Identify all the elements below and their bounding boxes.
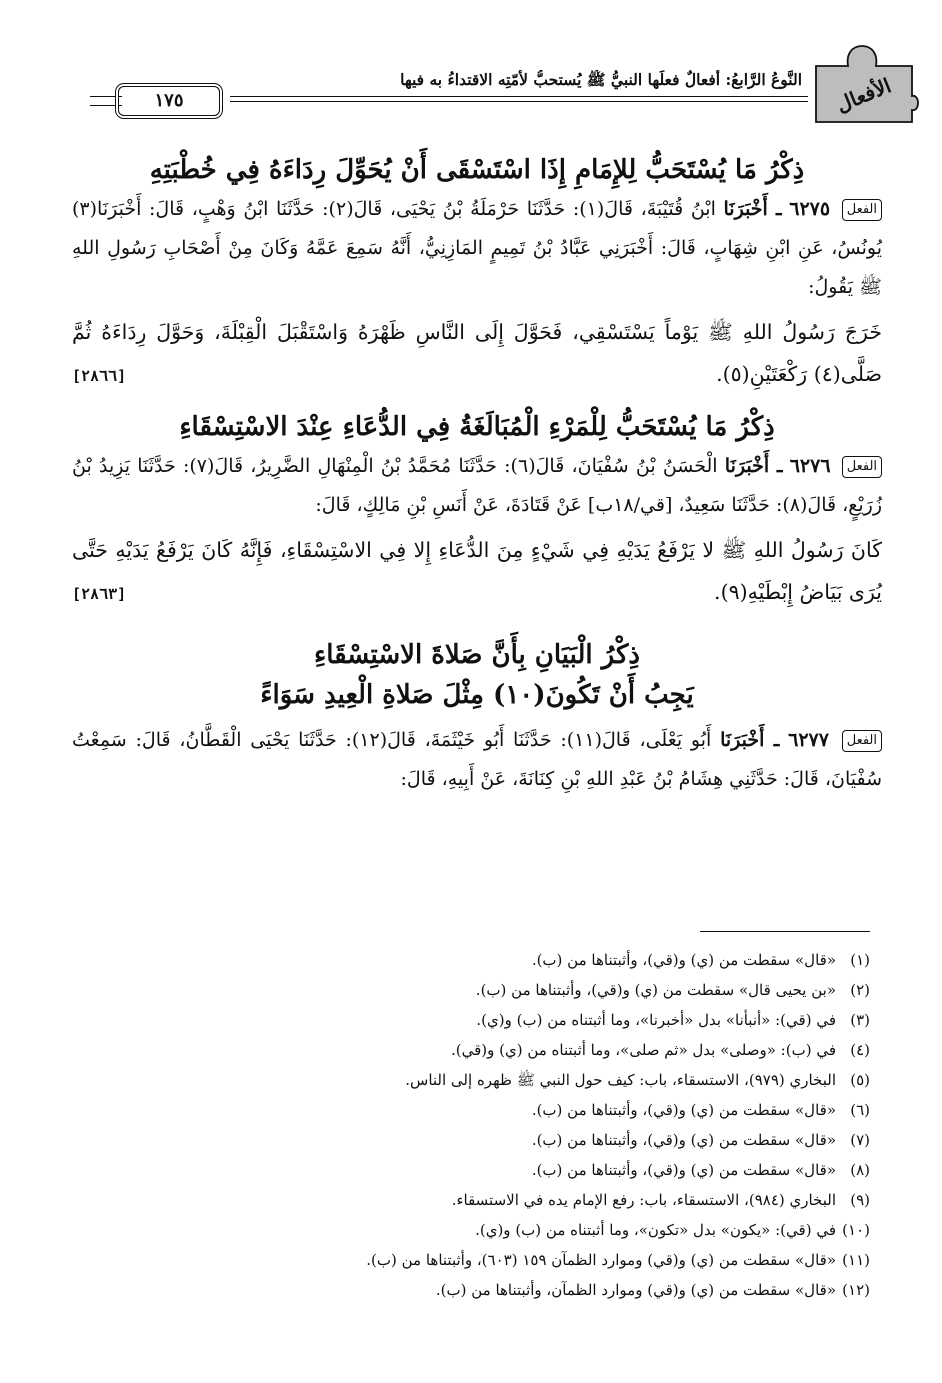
hadith-isnad — [72, 447, 882, 525]
puzzle-label: الأفعال — [832, 73, 895, 117]
footnote-number: (٣) — [850, 1011, 870, 1029]
hadith-reference: [٢٨٦٣] — [72, 585, 127, 603]
header-rule — [230, 96, 808, 97]
hadith-matn — [72, 529, 882, 613]
footnote-number: (١٢) — [842, 1281, 870, 1299]
footnote-text: «قال» سقطت من (ي) و(قي)، وأثبتناها من (ب). — [531, 951, 836, 969]
footnote-number: (٥) — [850, 1071, 870, 1089]
footnotes-list — [110, 945, 870, 1305]
hadith-isnad — [72, 721, 882, 799]
hadith-category-badge: الفعل — [842, 199, 882, 221]
footnote-item — [110, 1185, 870, 1215]
page-header — [80, 40, 920, 125]
footnote-text: «قال» سقطت من (ي) و(قي) وموارد الظمآن، وأثبتناها من (ب). — [435, 1281, 836, 1299]
footnote-number: (١٠) — [842, 1221, 870, 1239]
isnad-text: الْحَسَنُ بْنُ سُفْيَانَ، قَالَ(٦): حَدَّثَنَا مُحَمَّدُ بْنُ الْمِنْهَالِ الضَّرِيرُ، قَالَ(٧): حَدَّثَنَا يَزِيدُ بْنُ زُرَيْعٍ، قَالَ(٨): حَدَّثَنَا سَعِيدٌ، [قي/١٨ب] عَنْ قَتَادَةَ، عَنْ أَنَسِ بْنِ مَالِكٍ، قَالَ: — [72, 455, 882, 516]
footnote-item — [110, 975, 870, 1005]
matn-text: كَانَ رَسُولُ اللهِ ﷺ لا يَرْفَعُ يَدَيْهِ فِي شَيْءٍ مِنَ الدُّعَاءِ إِلا فِي الاسْتِسْقَاءِ، فَإِنَّهُ كَانَ يَرْفَعُ يَدَيْهِ حَتَّى يُرَى بَيَاضُ إِبْطَيْهِ(٩). — [72, 538, 882, 604]
footnote-item — [110, 945, 870, 975]
footnote-item — [110, 1035, 870, 1065]
footnote-number: (٤) — [850, 1041, 870, 1059]
footnote-item — [110, 1155, 870, 1185]
footnote-item — [110, 1065, 870, 1095]
akhbarana-word: ـ أَخْبَرَنَا — [723, 198, 782, 220]
section-heading: ذِكْرُ مَا يُسْتَحَبُّ لِلْمَرْءِ الْمُبَالَغَةُ فِي الدُّعَاءِ عِنْدَ الاسْتِسْقَاءِ — [179, 412, 775, 442]
footnote-number: (٩) — [850, 1191, 870, 1209]
running-title: النَّوعُ الرَّابعُ: أفعالٌ فعلَها النبيُّ ﷺ يُستحبُّ لأمّتِه الاقتداءُ به فيها — [400, 70, 802, 89]
hadith-category-badge: الفعل — [842, 456, 882, 478]
footnote-text: في (قي): «يكون» بدل «تكون»، وما أثبتناه من (ب) و(ي). — [475, 1221, 836, 1239]
section-heading-line1: ذِكْرُ الْبَيَانِ بِأَنَّ صَلاةَ الاسْتِسْقَاءِ — [313, 640, 640, 670]
footnote-text: «قال» سقطت من (ي) و(قي)، وأثبتناها من (ب). — [531, 1161, 836, 1179]
footnote-item — [110, 1245, 870, 1275]
hadith-isnad — [72, 190, 882, 307]
isnad-text: ابْنُ قُتَيْبَةَ، قَالَ(١): حَدَّثَنَا حَرْمَلَةُ بْنُ يَحْيَى، قَالَ(٢): حَدَّثَنَا ابْنُ وَهْبٍ، قَالَ: أَخْبَرَنَا(٣) يُونُسُ، عَنِ ابْنِ شِهَابٍ، قَالَ: أَخْبَرَنِي عَبَّادُ بْنُ تَمِيمٍ المَازِنِيُّ، أَنَّهُ سَمِعَ عَمَّهُ وَكَانَ مِنْ أَصْحَابِ رَسُولِ اللهِ ﷺ يَقُولُ: — [72, 198, 882, 298]
hadith-number: ٦٢٧٧ — [788, 729, 829, 751]
footnote-item — [110, 1005, 870, 1035]
footnote-text: «بن يحيى قال» سقطت من (ي) و(قي)، وأثبتناها من (ب). — [475, 981, 836, 999]
hadith-number: ٦٢٧٥ — [789, 198, 831, 220]
footnote-item — [110, 1215, 870, 1245]
matn-text: خَرَجَ رَسُولُ اللهِ ﷺ يَوْماً يَسْتَسْقِي، فَحَوَّلَ إِلَى النَّاسِ ظَهْرَهُ وَاسْتَقْبَلَ الْقِبْلَةَ، وَحَوَّلَ رِدَاءَهُ ثُمَّ صَلَّى(٤) رَكْعَتَيْنِ(٥). — [72, 320, 882, 386]
akhbarana-word: ـ أَخْبَرَنَا — [724, 455, 783, 477]
akhbarana-word: ـ أَخْبَرَنَا — [720, 729, 780, 751]
footnote-number: (٦) — [850, 1101, 870, 1119]
footnote-text: في (قي): «أنبأنا» بدل «أخبرنا»، وما أثبتناه من (ب) و(ي). — [476, 1011, 836, 1029]
footnote-number: (٨) — [850, 1161, 870, 1179]
header-rule-thin — [230, 101, 808, 102]
footnote-item — [110, 1095, 870, 1125]
section-heading: ذِكْرُ مَا يُسْتَحَبُّ لِلإِمَامِ إِذَا اسْتَسْقَى أَنْ يُحَوِّلَ رِدَاءَهُ فِي خُطْبَتِهِ — [149, 155, 805, 185]
hadith-reference: [٢٨٦٦] — [72, 367, 127, 385]
hadith-matn — [72, 311, 882, 395]
footnote-text: «قال» سقطت من (ي) و(قي) وموارد الظمآن ١٥٩ (٦٠٣)، وأثبتناها من (ب). — [366, 1251, 836, 1269]
footnote-number: (١) — [850, 951, 870, 969]
footnote-text: «قال» سقطت من (ي) و(قي)، وأثبتناها من (ب). — [531, 1101, 836, 1119]
footnote-text: البخاري (٩٧٩)، الاستسقاء، باب: كيف حول النبي ﷺ ظهره إلى الناس. — [405, 1071, 836, 1089]
footnote-number: (١١) — [842, 1251, 870, 1269]
footnote-number: (٢) — [850, 981, 870, 999]
footnote-item — [110, 1125, 870, 1155]
section-heading-line2: يَجِبُ أَنْ تَكُونَ(١٠) مِثْلَ صَلاةِ الْعِيدِ سَوَاءً — [260, 680, 694, 710]
footnote-separator — [700, 931, 870, 932]
hadith-number: ٦٢٧٦ — [789, 455, 831, 477]
isnad-text: أَبُو يَعْلَى، قَالَ(١١): حَدَّثَنَا أَبُو خَيْثَمَةَ، قَالَ(١٢): حَدَّثَنَا يَحْيَى الْقَطَّانُ، قَالَ: سَمِعْتُ سُفْيَانَ، قَالَ: حَدَّثَنِي هِشَامُ بْنُ عَبْدِ اللهِ بْنِ كِنَانَةَ، عَنْ أَبِيهِ، قَالَ: — [72, 729, 882, 790]
main-text — [72, 150, 882, 799]
footnote-text: «قال» سقطت من (ي) و(قي)، وأثبتناها من (ب). — [531, 1131, 836, 1149]
puzzle-piece-icon — [808, 40, 920, 124]
footnote-number: (٧) — [850, 1131, 870, 1149]
hadith-category-badge: الفعل — [842, 730, 882, 752]
footnote-text: البخاري (٩٨٤)، الاستسقاء، باب: رفع الإمام يده في الاستسقاء. — [451, 1191, 836, 1209]
footnote-item — [110, 1275, 870, 1305]
footnote-text: في (ب): «وصلى» بدل «ثم صلى»، وما أثبتناه من (ي) و(قي). — [450, 1041, 836, 1059]
page-number: ١٧٥ — [118, 86, 220, 116]
